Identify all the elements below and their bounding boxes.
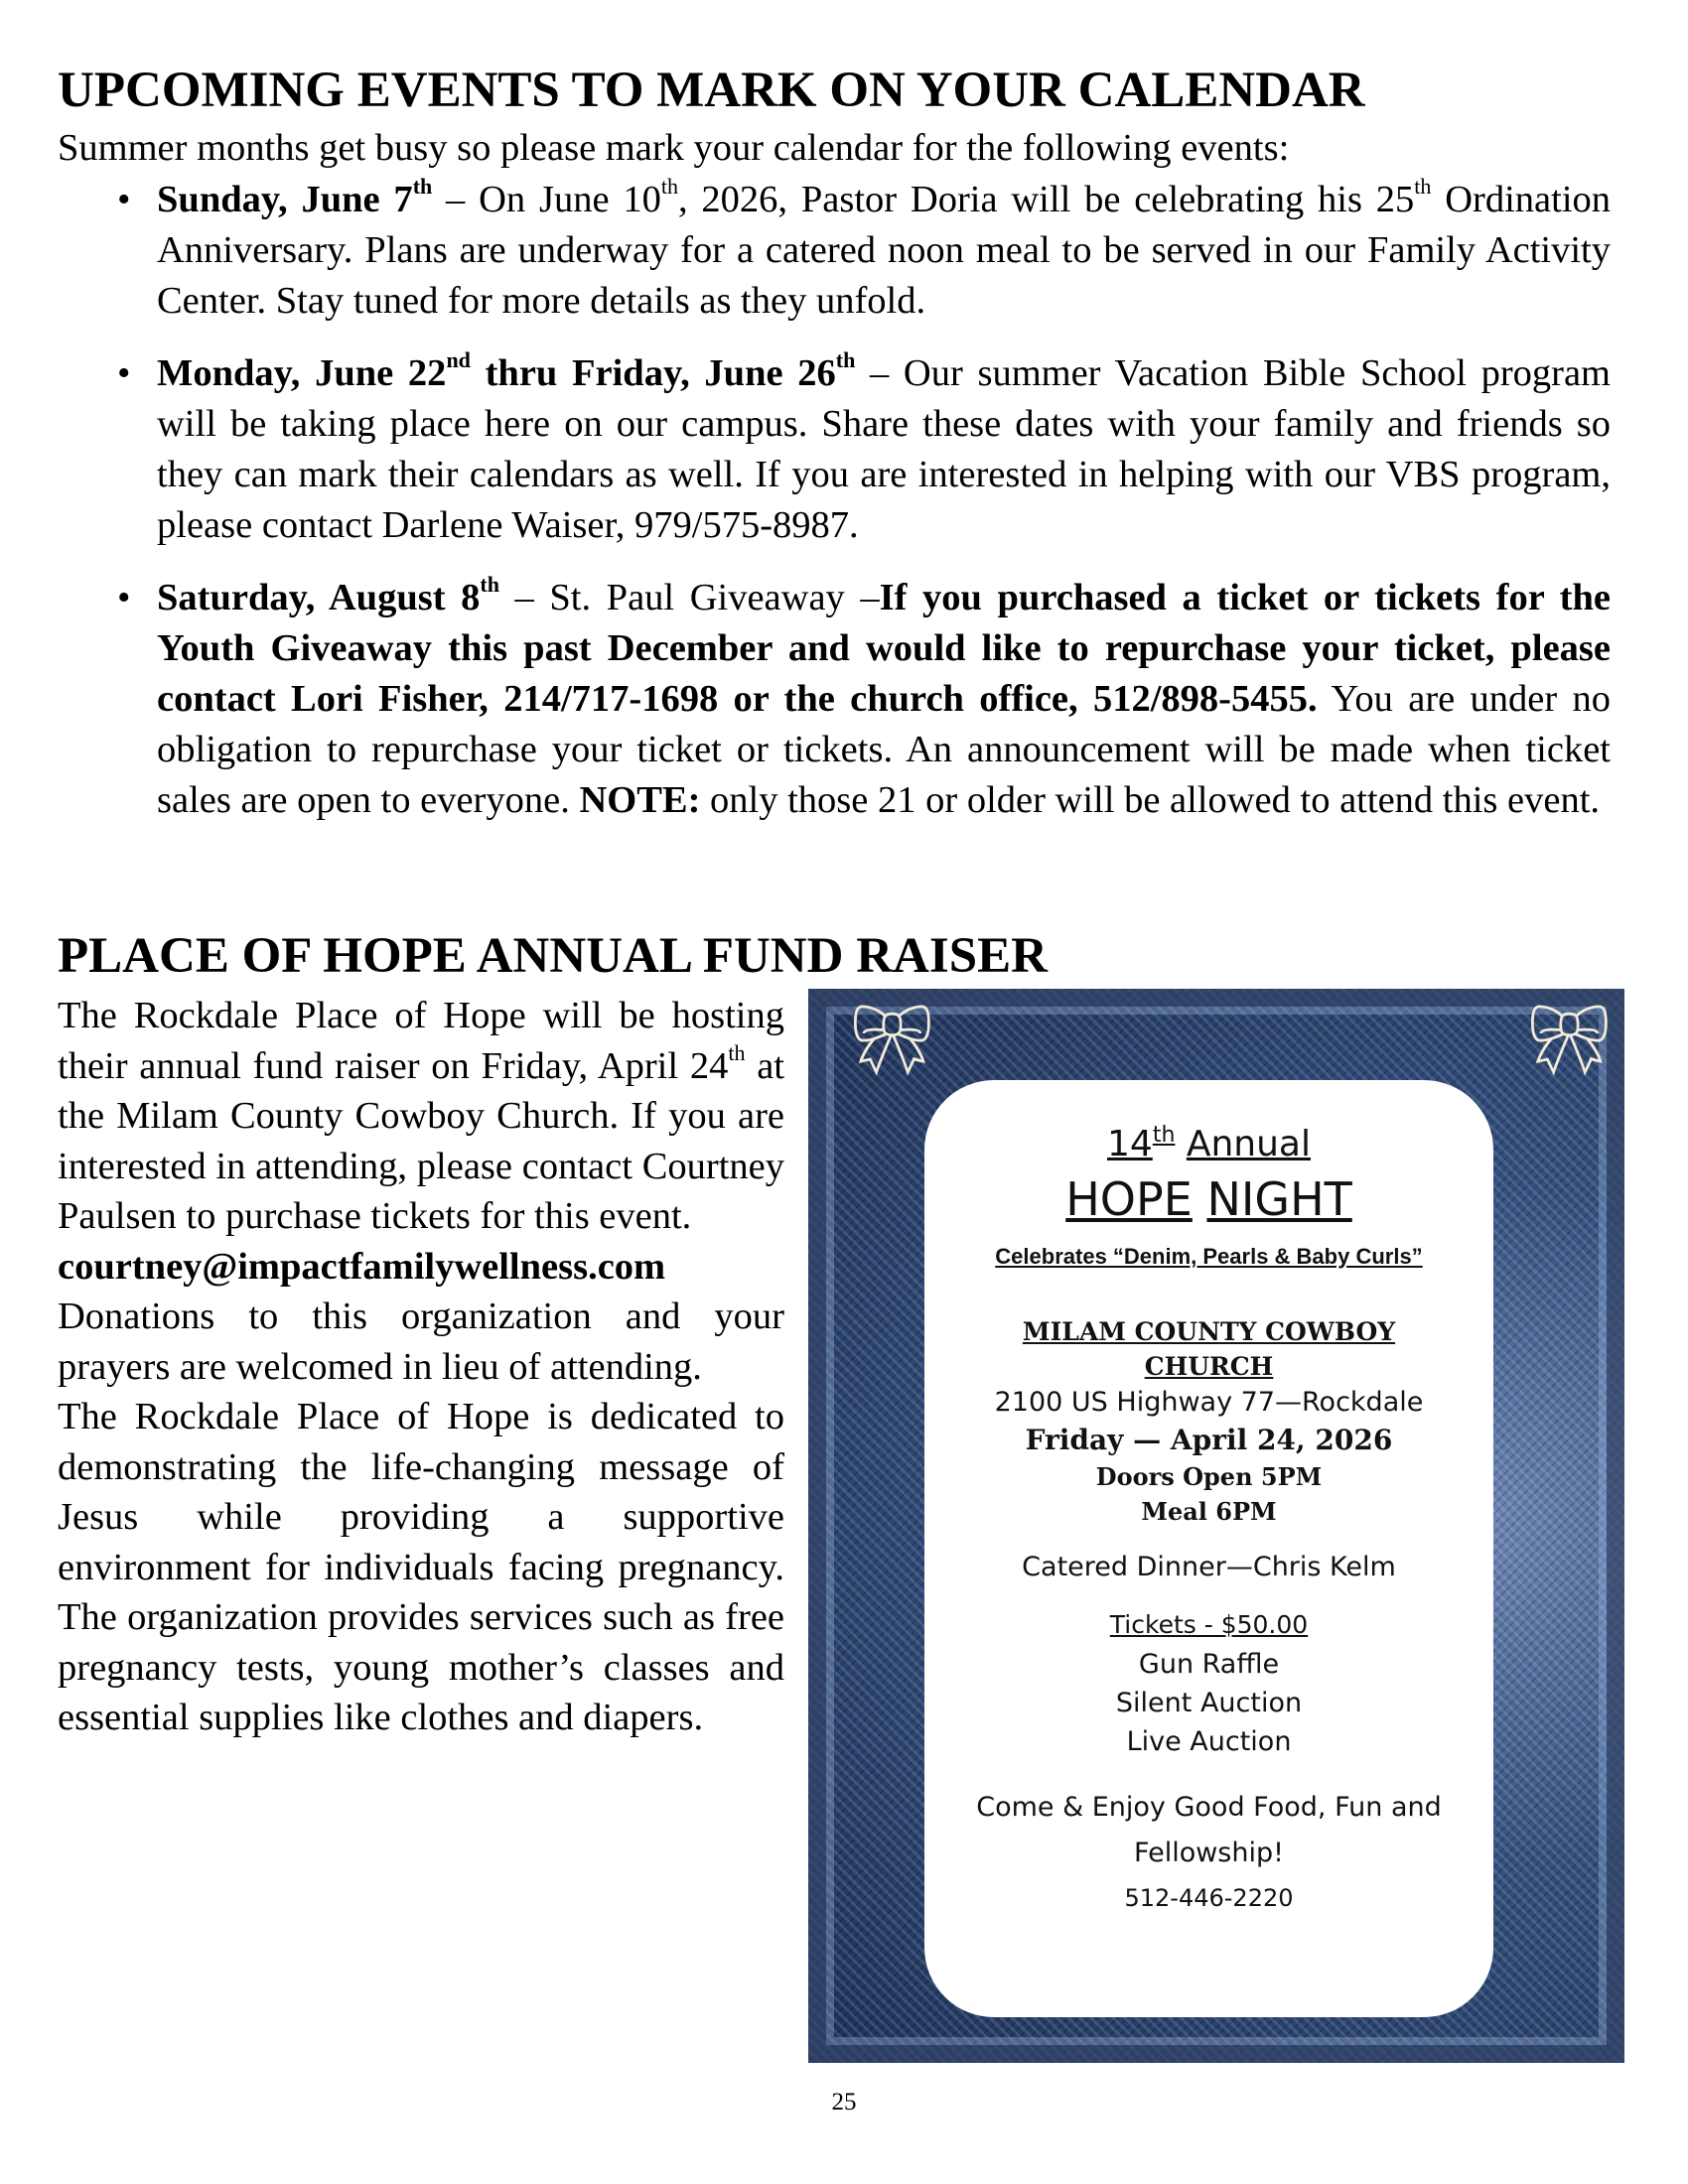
flyer-tickets: Tickets - $50.00	[1109, 1610, 1309, 1639]
bullet-icon: •	[117, 179, 131, 220]
note-label: NOTE:	[579, 779, 701, 821]
section-heading-place-of-hope: PLACE OF HOPE ANNUAL FUND RAISER	[58, 928, 1048, 984]
event-item	[117, 347, 1611, 551]
flyer-item: Gun Raffle	[1138, 1649, 1280, 1680]
flyer-item: Silent Auction	[1115, 1688, 1303, 1718]
hope-night-flyer	[808, 989, 1624, 2063]
event-text: – On June 10	[432, 179, 661, 220]
flyer-title: HOPE NIGHT	[1065, 1172, 1352, 1226]
event-text: only those 21 or older will be allowed to attend this event.	[700, 779, 1601, 821]
flyer-phone: 512-446-2220	[1124, 1884, 1294, 1912]
event-text: , 2026, Pastor Doria will be celebrating his 25	[677, 179, 1415, 220]
event-item: • Sunday, June 7th – On June 10th, 2026, Pastor Doria will be celebrating his 25th Ordination Anniversary. Plans are underway for a catered noon meal to be served in our Family Activity Center. Stay tuned for more details as they unfold.	[117, 174, 1612, 322]
flyer-theme: Celebrates “Denim, Pearls & Baby Curls”	[995, 1244, 1423, 1269]
flyer-dinner: Catered Dinner—Chris Kelm	[1022, 1552, 1396, 1582]
flyer-venue: MILAM COUNTY COWBOY	[1022, 1317, 1396, 1346]
flyer-annual: 14th Annual	[1107, 1123, 1311, 1164]
section-heading-upcoming-events: UPCOMING EVENTS TO MARK ON YOUR CALENDAR	[58, 63, 1365, 118]
events-list	[117, 174, 1612, 848]
bullet-icon: •	[117, 577, 131, 618]
event-text: You are under no obligation to repurchase your ticket or tickets. An announcement will be made when ticket sales are open to everyone.	[157, 678, 1611, 821]
event-text: – St. Paul Giveaway –	[498, 577, 880, 618]
flyer-closing: Come & Enjoy Good Food, Fun and Fellowship!	[976, 1792, 1442, 1868]
flyer-address: 2100 US Highway 77—Rockdale	[994, 1387, 1424, 1418]
email-link[interactable]: courtney@impactfamilywellness.com	[58, 1245, 666, 1288]
event-date: Saturday, August 8th	[157, 572, 499, 618]
event-date: Sunday, June 7th	[157, 174, 433, 220]
page-number: 25	[831, 2089, 857, 2116]
flyer-date: Friday — April 24, 2026	[1025, 1424, 1393, 1456]
paragraph: The Rockdale Place of Hope will be hosting their annual fund raiser on Friday, April 24th at the Milam County Cowboy Church. If you are interested in attending, please contact Courtney Paulsen to purchase tickets for this event.	[58, 995, 784, 1237]
event-text: Ordination Anniversary. Plans are underway for a catered noon meal to be served in our Family Activity Center. Stay tuned for more details as they unfold.	[157, 179, 1612, 322]
event-item	[117, 572, 1611, 826]
flyer-venue: CHURCH	[1144, 1352, 1274, 1381]
event-text: – Our summer Vacation Bible School program will be taking place here on our campus. Share these dates with your family and friends so they can mark their calendars as well. If you are interested in helping with our VBS program, please contact Darlene Waiser, 979/575-8987.	[157, 352, 1611, 546]
flyer-meal: Meal 6PM	[1141, 1497, 1277, 1526]
place-of-hope-text	[58, 991, 784, 1743]
bullet-icon: •	[117, 352, 131, 394]
flyer-doors: Doors Open 5PM	[1095, 1462, 1323, 1491]
intro-text: Summer months get busy so please mark your calendar for the following events:	[58, 127, 1290, 169]
bow-icon: 🎀︎	[1525, 1004, 1614, 1080]
event-bold-text: If you purchased a ticket or tickets for the Youth Giveaway this past December and would like to repurchase your ticket, please contact Lori Fisher, 214/717-1698 or the church office, 512/898-5455.	[157, 577, 1611, 720]
event-date: Monday, June 22nd thru Friday, June 26th	[157, 347, 856, 394]
flyer-item: Live Auction	[1126, 1726, 1292, 1757]
paragraph: Donations to this organization and your prayers are welcomed in lieu of attending.	[58, 1296, 784, 1388]
bow-icon: 🎀︎	[848, 1004, 936, 1080]
flyer-panel	[924, 1080, 1493, 2017]
paragraph: The Rockdale Place of Hope is dedicated to demonstrating the life-changing message of Jesus while providing a supportive environment for individuals facing pregnancy. The organization provides services such as free pregnancy tests, young mother’s classes and essential supplies like clothes and diapers.	[58, 1396, 784, 1738]
